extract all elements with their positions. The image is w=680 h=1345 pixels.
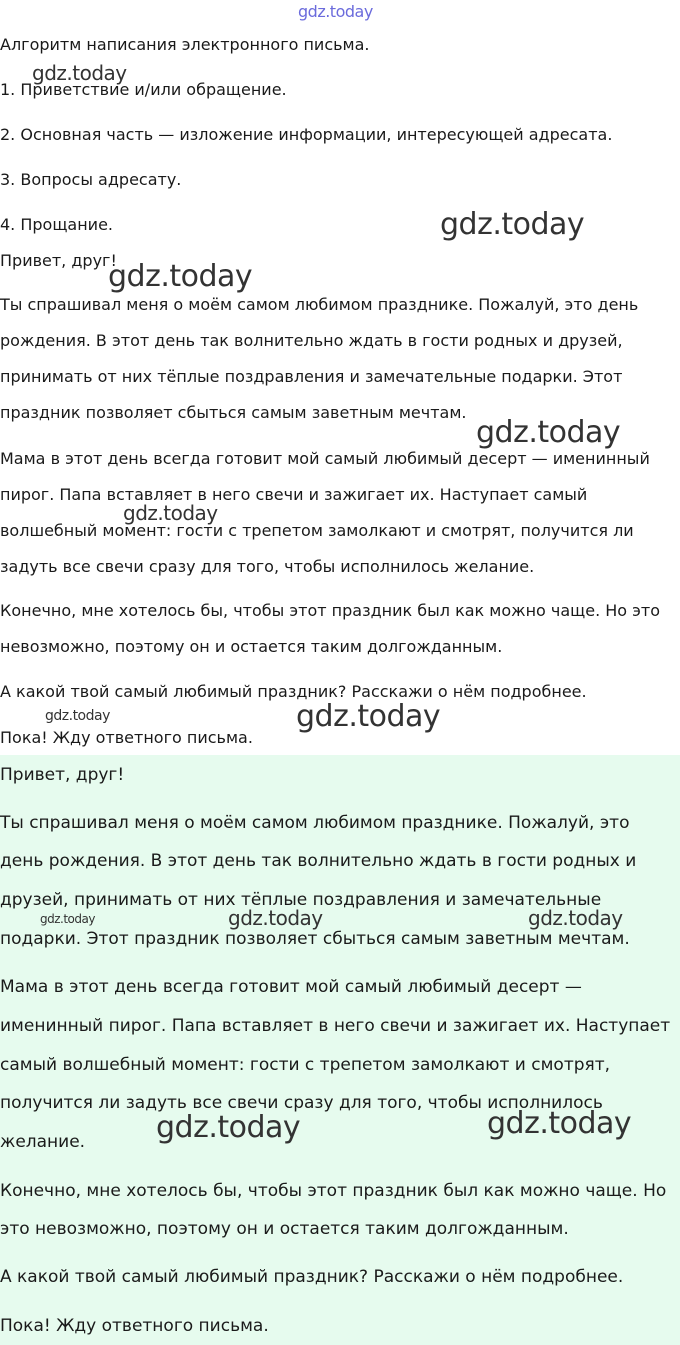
- watermark: gdz.today: [123, 501, 218, 525]
- letter1-line: А какой твой самый любимый праздник? Расскажи о нём подробнее.: [0, 682, 587, 701]
- letter1-farewell: Пока! Жду ответного письма.: [0, 728, 253, 747]
- letter1-line: волшебный момент: гости с трепетом замолкают и смотрят, получится ли: [0, 521, 634, 540]
- task-step-2: 2. Основная часть — изложение информации, интересующей адресата.: [0, 125, 613, 144]
- letter2-line: Ты спрашивал меня о моём самом любимом празднике. Пожалуй, это: [0, 813, 630, 833]
- letter2-line: А какой твой самый любимый праздник? Расскажи о нём подробнее.: [0, 1267, 624, 1287]
- letter1-line: задуть все свечи сразу для того, чтобы исполнилось желание.: [0, 557, 535, 576]
- letter1-line: Мама в этот день всегда готовит мой самый любимый десерт — именинный: [0, 449, 650, 468]
- letter1-line: пирог. Папа вставляет в него свечи и зажигает их. Наступает самый: [0, 485, 588, 504]
- watermark: gdz.today: [528, 906, 623, 930]
- letter2-farewell: Пока! Жду ответного письма.: [0, 1316, 269, 1336]
- answer-panel: [0, 755, 680, 1345]
- letter2-line: день рождения. В этот день так волнительно ждать в гости родных и: [0, 851, 637, 871]
- letter1-line: рождения. В этот день так волнительно ждать в гости родных и друзей,: [0, 331, 623, 350]
- letter2-line: Конечно, мне хотелось бы, чтобы этот праздник был как можно чаще. Но: [0, 1181, 667, 1201]
- watermark: gdz.today: [296, 699, 441, 734]
- letter2-greeting: Привет, друг!: [0, 765, 125, 785]
- letter1-line: Ты спрашивал меня о моём самом любимом празднике. Пожалуй, это день: [0, 295, 639, 314]
- watermark: gdz.today: [298, 2, 373, 21]
- letter1-greeting: Привет, друг!: [0, 251, 117, 270]
- task-step-4: 4. Прощание.: [0, 215, 113, 234]
- letter2-line: подарки. Этот праздник позволяет сбыться самым заветным мечтам.: [0, 929, 630, 949]
- watermark: gdz.today: [108, 259, 253, 294]
- letter2-line: получится ли задуть все свечи сразу для того, чтобы исполнилось: [0, 1093, 603, 1113]
- watermark: gdz.today: [487, 1106, 632, 1141]
- letter2-line: именинный пирог. Папа вставляет в него свечи и зажигает их. Наступает: [0, 1016, 671, 1036]
- watermark: gdz.today: [40, 912, 95, 926]
- watermark: gdz.today: [476, 415, 621, 450]
- letter2-line: самый волшебный момент: гости с трепетом замолкают и смотрят,: [0, 1055, 611, 1075]
- watermark: gdz.today: [32, 61, 127, 85]
- watermark: gdz.today: [228, 906, 323, 930]
- letter1-line: Конечно, мне хотелось бы, чтобы этот праздник был как можно чаще. Но это: [0, 601, 661, 620]
- task-step-3: 3. Вопросы адресату.: [0, 170, 182, 189]
- letter2-line: Мама в этот день всегда готовит мой самый любимый десерт —: [0, 977, 582, 997]
- letter1-line: невозможно, поэтому он и остается таким долгожданным.: [0, 637, 503, 656]
- watermark: gdz.today: [45, 708, 110, 724]
- task-heading: Алгоритм написания электронного письма.: [0, 35, 370, 54]
- letter2-line: друзей, принимать от них тёплые поздравления и замечательные: [0, 890, 602, 910]
- watermark: gdz.today: [156, 1110, 301, 1145]
- letter1-line: принимать от них тёплые поздравления и замечательные подарки. Этот: [0, 367, 623, 386]
- letter2-line: это невозможно, поэтому он и остается таким долгожданным.: [0, 1219, 569, 1239]
- letter2-line: желание.: [0, 1132, 86, 1152]
- task-step-1: 1. Приветствие и/или обращение.: [0, 80, 287, 99]
- watermark: gdz.today: [440, 207, 585, 242]
- letter1-line: праздник позволяет сбыться самым заветным мечтам.: [0, 403, 467, 422]
